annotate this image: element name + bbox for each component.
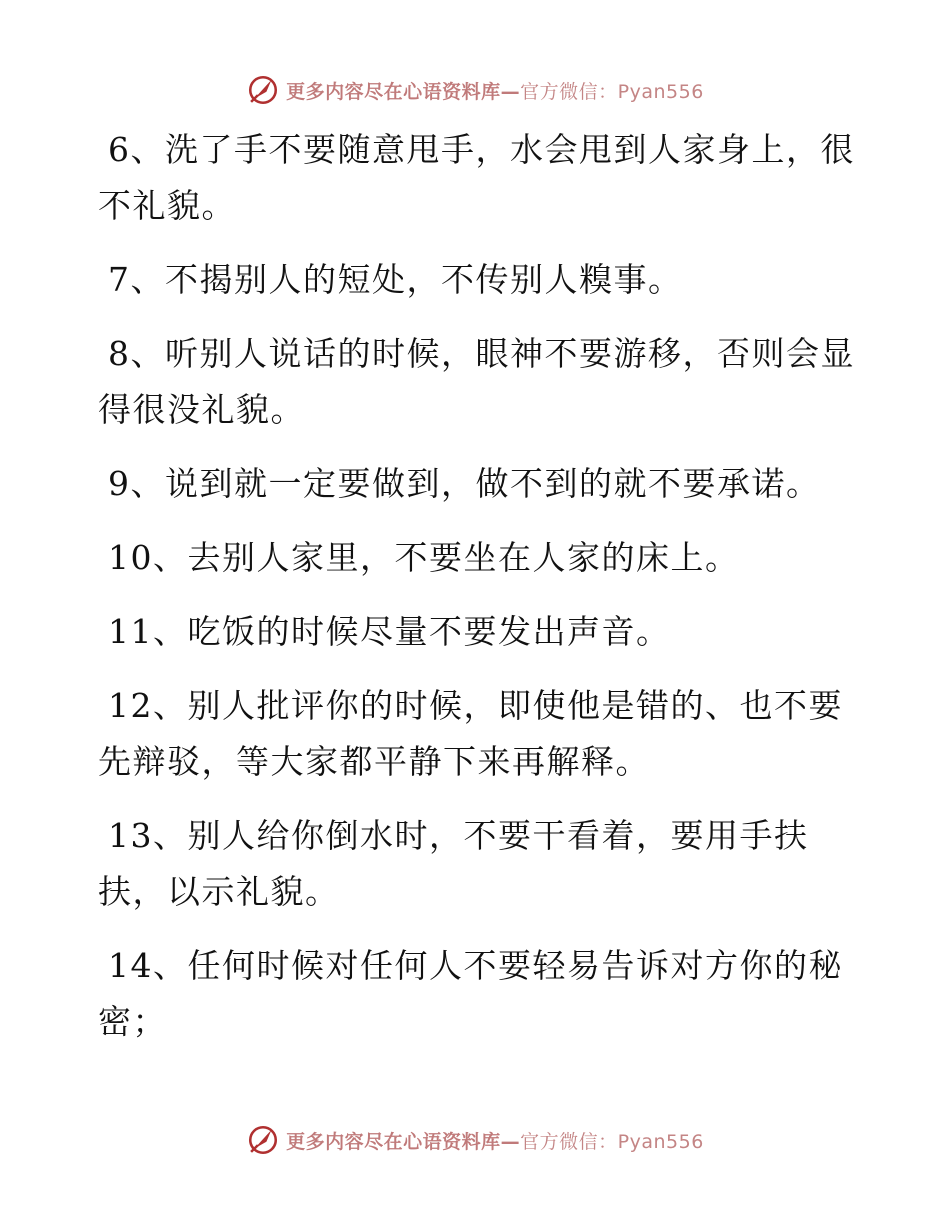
list-item: 13、别人给你倒水时，不要干看着，要用手扶扶，以示礼貌。	[98, 816, 809, 911]
list-item: 11、吃饭的时候尽量不要发出声音。	[108, 612, 671, 651]
document-body	[98, 122, 858, 1068]
quill-logo-icon	[246, 1123, 280, 1157]
quill-logo-icon	[246, 73, 280, 107]
list-item: 7、不揭别人的短处，不传别人糗事。	[108, 260, 683, 299]
list-item: 9、说到就一定要做到，做不到的就不要承诺。	[108, 464, 821, 503]
list-item: 14、任何时候对任何人不要轻易告诉对方你的秘密；	[98, 946, 843, 1041]
list-item: 6、洗了手不要随意甩手，水会甩到人家身上，很不礼貌。	[98, 130, 855, 225]
list-item: 12、别人批评你的时候，即使他是错的、也不要先辩驳，等大家都平静下来再解释。	[98, 686, 843, 781]
footer-watermark	[0, 1120, 950, 1160]
watermark-text: 更多内容尽在心语资料库—官方微信：Pyan556	[286, 80, 704, 103]
watermark-text: 更多内容尽在心语资料库—官方微信：Pyan556	[286, 1130, 704, 1153]
list-item: 10、去别人家里，不要坐在人家的床上。	[108, 538, 740, 577]
list-item: 8、听别人说话的时候，眼神不要游移，否则会显得很没礼貌。	[98, 334, 855, 429]
header-watermark	[0, 70, 950, 110]
